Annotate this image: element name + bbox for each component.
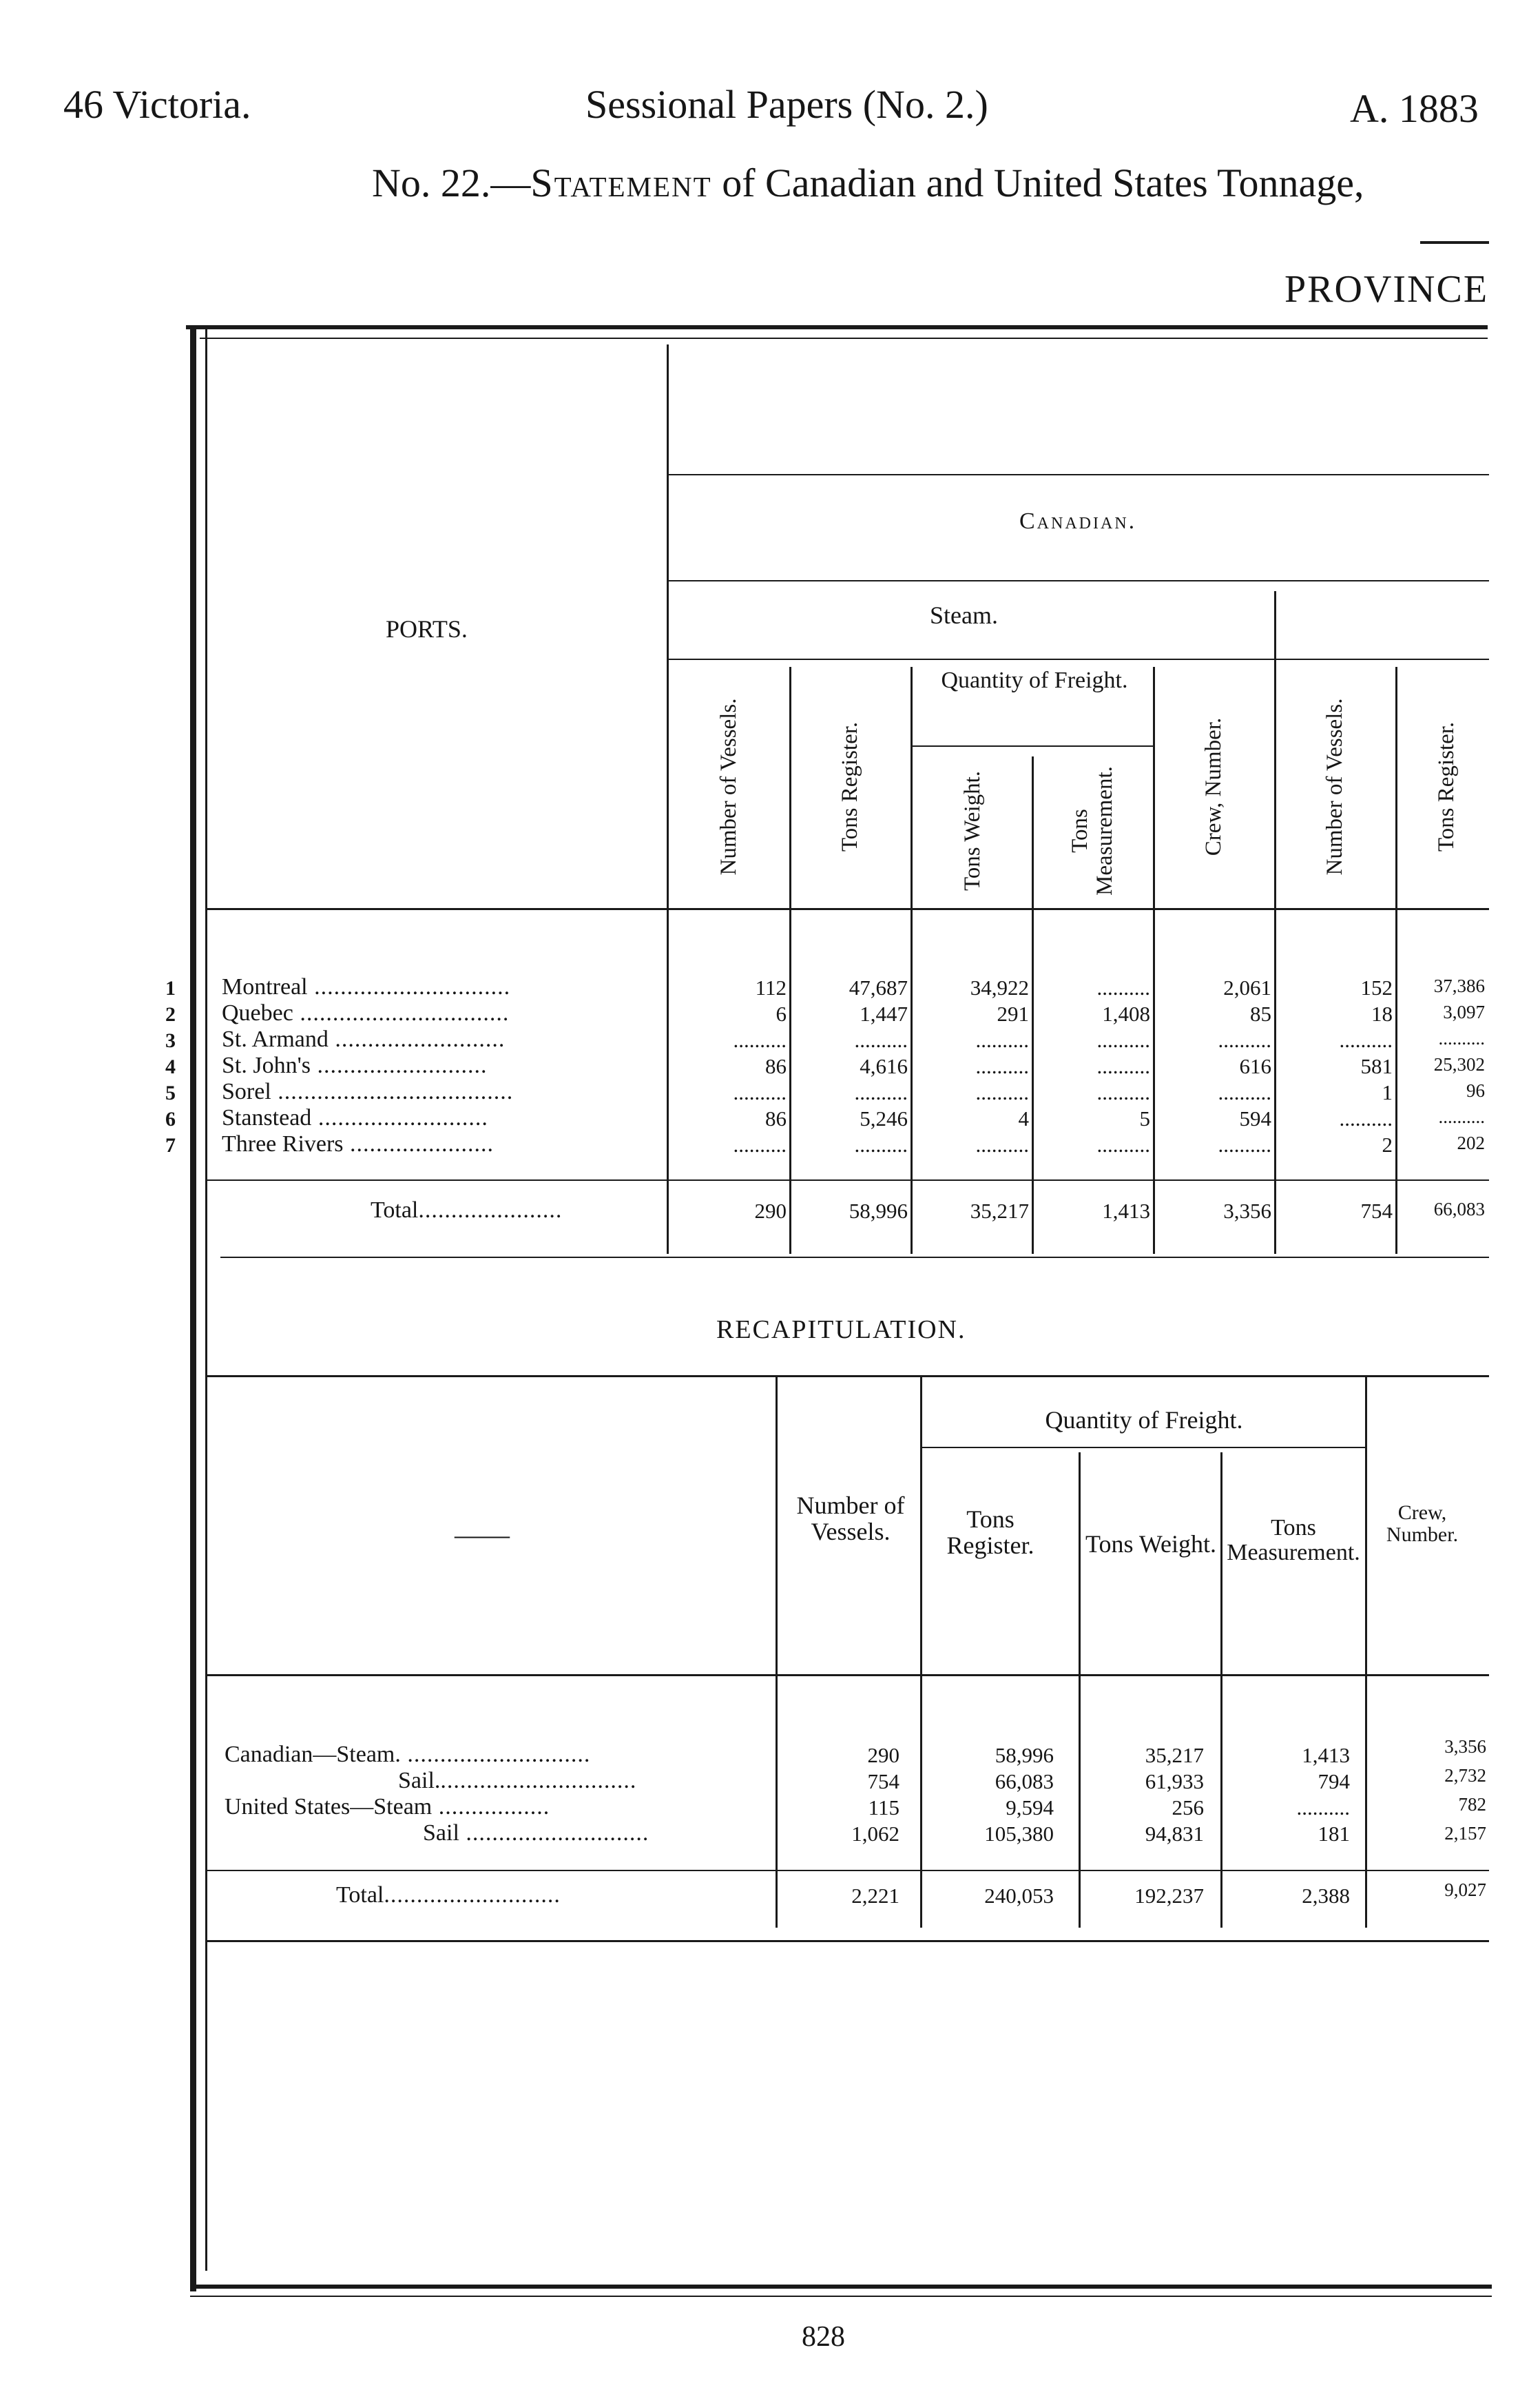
- recap-crew: 3,356: [1444, 1736, 1486, 1757]
- title-rule: [1420, 241, 1489, 244]
- recap-total-measurement: 2,388: [1302, 1884, 1350, 1908]
- cell-sail-register: 3,097: [1443, 1002, 1485, 1022]
- cell-sail-vessels: 152: [1360, 976, 1393, 1000]
- col-divider-2: [911, 667, 913, 1254]
- steam-header: Steam.: [930, 601, 998, 629]
- recap-top-rule: [207, 1375, 1489, 1377]
- cell-sail-vessels: 1: [1382, 1080, 1393, 1104]
- cell-sail-vessels: ..........: [1339, 1028, 1393, 1052]
- cell-register: ..........: [854, 1028, 908, 1052]
- cell-vessels: ..........: [733, 1080, 787, 1104]
- cell-register: ..........: [854, 1133, 908, 1157]
- title-number: No. 22.—: [372, 161, 531, 205]
- recap-measurement: 1,413: [1302, 1743, 1350, 1767]
- cell-sail-register: ..........: [1438, 1106, 1485, 1127]
- row-number: 7: [165, 1134, 176, 1157]
- cell-crew: ..........: [1218, 1028, 1271, 1052]
- cell-measurement: 5: [1139, 1106, 1150, 1131]
- recap-total-weight: 192,237: [1134, 1884, 1204, 1908]
- recap-vessels: 290: [867, 1743, 899, 1767]
- page-title: [372, 160, 1364, 206]
- cell-crew: 2,061: [1223, 976, 1271, 1000]
- col-header-crew: Crew, Number.: [1201, 717, 1226, 856]
- cell-weight: 34,922: [970, 976, 1029, 1000]
- col-header-weight: Tons Weight.: [960, 770, 985, 891]
- cell-measurement: ..........: [1096, 1028, 1150, 1052]
- recap-total-crew: 9,027: [1444, 1879, 1486, 1900]
- cell-crew: 85: [1250, 1002, 1271, 1026]
- recap-row-label: Sail...............................: [398, 1768, 637, 1793]
- bottom-rule-thick: [190, 2285, 1492, 2289]
- recap-row-label: Canadian—Steam. ............................: [225, 1742, 591, 1767]
- cell-sail-register: 25,302: [1433, 1054, 1485, 1075]
- col-divider-1: [789, 667, 791, 1254]
- cell-register: 4,616: [860, 1054, 908, 1078]
- cell-sail-vessels: ..........: [1339, 1106, 1393, 1131]
- title-statement: Statement: [530, 161, 712, 205]
- recap-weight: 256: [1172, 1795, 1204, 1820]
- recap-measurement: 181: [1318, 1822, 1350, 1846]
- cell-crew: ..........: [1218, 1080, 1271, 1104]
- province-heading: PROVINCE: [1284, 268, 1489, 311]
- recap-divider-3: [1079, 1452, 1081, 1928]
- cell-register: 1,447: [860, 1002, 908, 1026]
- cell-measurement: 1,408: [1102, 1002, 1150, 1026]
- recap-register: 58,996: [995, 1743, 1054, 1767]
- steam-bottom-rule: [668, 659, 1489, 660]
- recap-title: RECAPITULATION.: [716, 1315, 966, 1344]
- recap-register: 9,594: [1006, 1795, 1054, 1820]
- col-header-register: Tons Register.: [837, 721, 862, 852]
- recap-measurement: 794: [1318, 1769, 1350, 1793]
- table-top-rule: [186, 325, 1488, 329]
- row-number: 2: [165, 1003, 176, 1026]
- cell-crew: 616: [1239, 1054, 1271, 1078]
- cell-crew: 594: [1239, 1106, 1271, 1131]
- cell-vessels: 112: [755, 976, 787, 1000]
- col-divider-5: [1274, 591, 1276, 1254]
- recap-register: 105,380: [984, 1822, 1054, 1846]
- bottom-rule-thin: [190, 2296, 1492, 2297]
- page-number: 828: [802, 2321, 845, 2353]
- col-header-vessels: Number of Vessels.: [716, 698, 741, 876]
- recap-weight: 35,217: [1145, 1743, 1204, 1767]
- recap-divider-2: [920, 1377, 922, 1928]
- recap-vessels: 115: [868, 1795, 899, 1820]
- col-header-measurement: Tons Measurement.: [1068, 766, 1117, 896]
- recap-crew: 2,732: [1444, 1765, 1486, 1786]
- row-number: 3: [165, 1029, 176, 1052]
- col-header-sail-vessels: Number of Vessels.: [1322, 698, 1347, 876]
- recap-total-label: Total...........................: [336, 1882, 561, 1908]
- total-sail-vessels: 754: [1360, 1199, 1393, 1223]
- recap-divider-5: [1365, 1377, 1367, 1928]
- port-name: Quebec ................................: [222, 1000, 510, 1026]
- col-divider-4: [1153, 667, 1155, 1254]
- total-register: 58,996: [849, 1199, 908, 1223]
- recap-dash: ——: [455, 1519, 510, 1550]
- port-name: St. John's ..........................: [222, 1053, 488, 1078]
- port-name: St. Armand ..........................: [222, 1027, 506, 1052]
- row-number: 6: [165, 1108, 176, 1131]
- cell-weight: ..........: [975, 1028, 1029, 1052]
- recap-col-measurement: Tons Measurement.: [1227, 1515, 1360, 1565]
- recap-measurement: ..........: [1296, 1795, 1350, 1820]
- recap-divider-4: [1220, 1452, 1222, 1928]
- recap-total-register: 240,053: [984, 1884, 1054, 1908]
- row-number: 4: [165, 1055, 176, 1078]
- cell-measurement: ..........: [1096, 1054, 1150, 1078]
- total-weight: 35,217: [970, 1199, 1029, 1223]
- freight-quantity-header: Quantity of Freight.: [941, 668, 1128, 693]
- total-vessels: 290: [754, 1199, 787, 1223]
- column-header-bottom-rule: [207, 908, 1489, 910]
- recap-crew: 2,157: [1444, 1823, 1486, 1844]
- recap-weight: 94,831: [1145, 1822, 1204, 1846]
- recap-freight-rule: [922, 1447, 1366, 1448]
- canadian-top-rule: [668, 474, 1489, 475]
- recap-register: 66,083: [995, 1769, 1054, 1793]
- cell-register: 47,687: [849, 976, 908, 1000]
- recap-col-weight: Tons Weight.: [1085, 1530, 1216, 1558]
- recap-total-vessels: 2,221: [851, 1884, 899, 1908]
- recap-divider-1: [776, 1377, 778, 1928]
- cell-weight: ..........: [975, 1080, 1029, 1104]
- header-center: Sessional Papers (No. 2.): [585, 82, 988, 127]
- total-sail-register: 66,083: [1433, 1199, 1485, 1219]
- port-name: Stanstead ..........................: [222, 1105, 488, 1131]
- left-margin-rule-thick: [190, 328, 196, 2291]
- table-top-rule-thin: [200, 338, 1488, 339]
- col-divider-6: [1395, 667, 1397, 1254]
- cell-vessels: ..........: [733, 1028, 787, 1052]
- cell-sail-register: ..........: [1438, 1028, 1485, 1049]
- recap-vessels: 754: [867, 1769, 899, 1793]
- freight-bottom-rule: [913, 745, 1153, 747]
- recap-col-vessels: Number of Vessels.: [796, 1492, 905, 1545]
- recap-vessels: 1,062: [851, 1822, 899, 1846]
- cell-measurement: ..........: [1096, 976, 1150, 1000]
- recap-bottom-rule: [207, 1940, 1489, 1942]
- row-number: 5: [165, 1082, 176, 1104]
- recap-header-bottom-rule: [207, 1674, 1489, 1676]
- cell-register: 5,246: [860, 1106, 908, 1131]
- cell-weight: 291: [997, 1002, 1029, 1026]
- recap-crew: 782: [1458, 1794, 1486, 1815]
- total-bottom-rule: [220, 1257, 1489, 1258]
- port-name: Montreal ..............................: [222, 974, 511, 1000]
- cell-measurement: ..........: [1096, 1080, 1150, 1104]
- recap-freight-header: Quantity of Freight.: [1045, 1406, 1243, 1434]
- title-rest: of Canadian and United States Tonnage,: [722, 161, 1364, 205]
- col-header-sail-register: Tons Register.: [1434, 721, 1459, 852]
- total-crew: 3,356: [1223, 1199, 1271, 1223]
- recap-row-label: United States—Steam .................: [225, 1794, 550, 1820]
- cell-sail-register: 202: [1457, 1133, 1485, 1153]
- cell-sail-register: 37,386: [1433, 976, 1485, 996]
- cell-sail-vessels: 581: [1360, 1054, 1393, 1078]
- ports-divider: [667, 344, 669, 1254]
- cell-sail-vessels: 2: [1382, 1133, 1393, 1157]
- ports-header: PORTS.: [386, 615, 468, 643]
- canadian-header: Canadian.: [1019, 508, 1137, 534]
- recap-weight: 61,933: [1145, 1769, 1204, 1793]
- left-margin-rule-thin: [205, 328, 207, 2271]
- total-measurement: 1,413: [1102, 1199, 1150, 1223]
- recap-row-label: Sail ............................: [423, 1820, 649, 1846]
- row-number: 1: [165, 977, 176, 1000]
- cell-vessels: ..........: [733, 1133, 787, 1157]
- cell-sail-register: 96: [1466, 1080, 1485, 1101]
- header-right: A. 1883: [1350, 86, 1479, 131]
- header-left: 46 Victoria.: [63, 82, 251, 127]
- cell-crew: ..........: [1218, 1133, 1271, 1157]
- cell-measurement: ..........: [1096, 1133, 1150, 1157]
- cell-vessels: 86: [765, 1106, 787, 1131]
- data-bottom-rule: [207, 1179, 1489, 1181]
- cell-weight: ..........: [975, 1054, 1029, 1078]
- recap-col-crew: Crew, Number.: [1386, 1501, 1459, 1546]
- port-name: Three Rivers ......................: [222, 1131, 495, 1157]
- cell-sail-vessels: 18: [1371, 1002, 1393, 1026]
- cell-vessels: 86: [765, 1054, 787, 1078]
- port-name: Sorel ....................................: [222, 1079, 514, 1104]
- cell-weight: 4: [1018, 1106, 1029, 1131]
- recap-data-bottom-rule: [207, 1870, 1489, 1871]
- recap-col-register: Tons Register.: [946, 1505, 1034, 1559]
- cell-register: ..........: [854, 1080, 908, 1104]
- cell-vessels: 6: [776, 1002, 787, 1026]
- total-label: Total......................: [371, 1197, 563, 1223]
- canadian-bottom-rule: [668, 580, 1489, 581]
- cell-weight: ..........: [975, 1133, 1029, 1157]
